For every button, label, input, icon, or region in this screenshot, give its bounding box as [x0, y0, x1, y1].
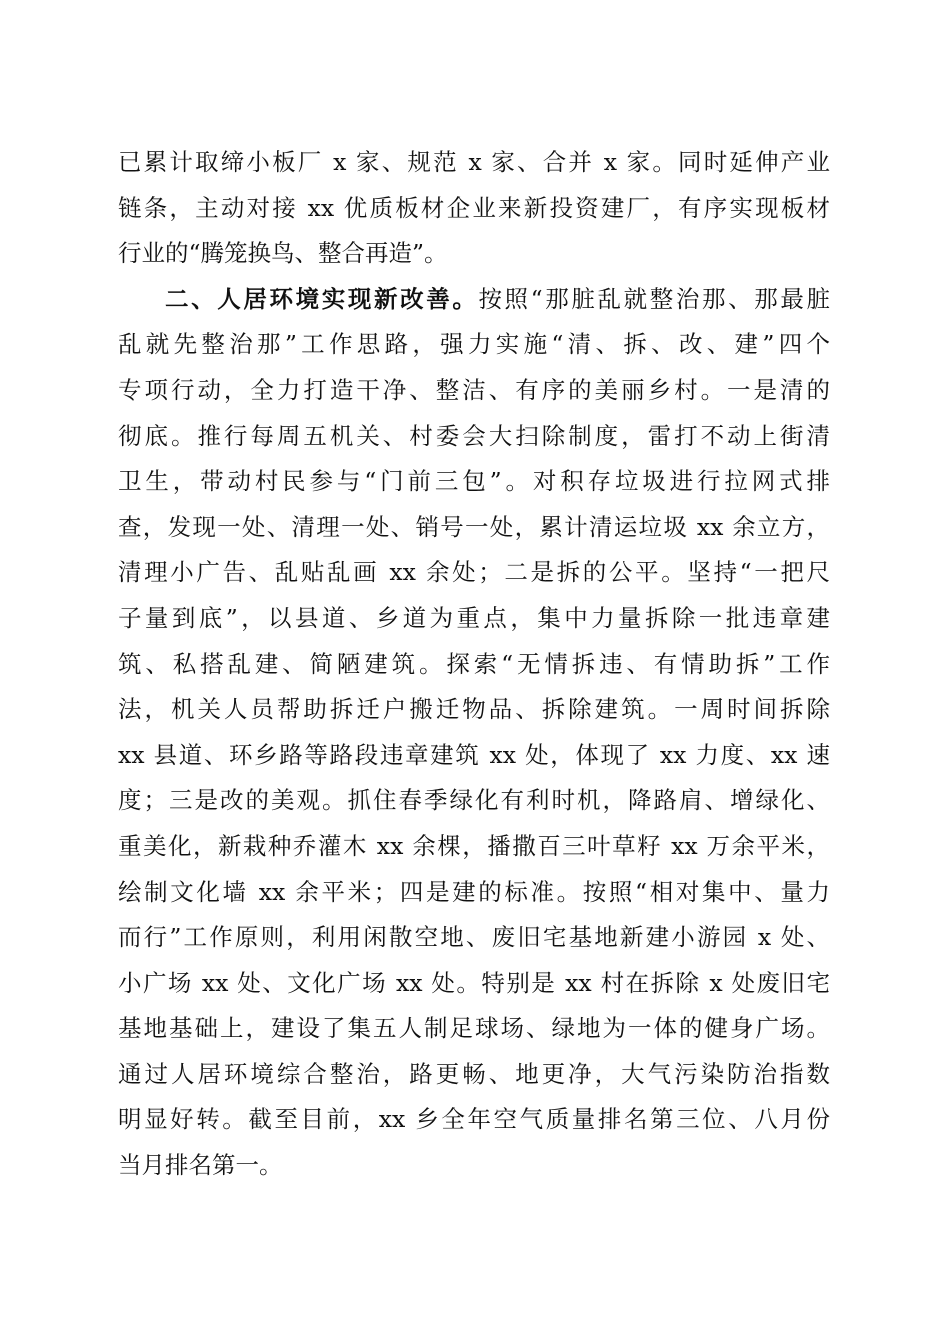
- para2-line-7: 清理小广告、乱贴乱画 xx 余处；二是拆的公平。坚持“一把尺: [118, 558, 830, 587]
- para2-line-12: 度；三是改的美观。抓住春季绿化有利时机，降路肩、增绿化、: [118, 786, 830, 815]
- para2-line-11: xx 县道、环乡路等路段违章建筑 xx 处，体现了 xx 力度、xx 速: [118, 740, 830, 769]
- para1-line-3: 行业的“腾笼换鸟、整合再造”。: [118, 239, 448, 268]
- para2-line-19: 明显好转。截至目前，xx 乡全年空气质量排名第三位、八月份: [118, 1105, 830, 1134]
- para2-line-1-rest: 按照“那脏乱就整治那、那最脏: [478, 284, 831, 313]
- para2-line-16: 小广场 xx 处、文化广场 xx 处。特别是 xx 村在拆除 x 处废旧宅: [118, 968, 830, 997]
- para2-line-8: 子量到底”，以县道、乡道为重点，集中力量拆除一批违章建: [118, 603, 830, 632]
- para2-line-17: 基地基础上，建设了集五人制足球场、绿地为一体的健身广场。: [118, 1014, 830, 1043]
- para2-line-15: 而行”工作原则，利用闲散空地、废旧宅基地新建小游园 x 处、: [118, 923, 830, 952]
- para2-line-14: 绘制文化墙 xx 余平米；四是建的标准。按照“相对集中、量力: [118, 877, 830, 906]
- para2-line-9: 筑、私搭乱建、简陋建筑。探索“无情拆违、有情助拆”工作: [118, 649, 830, 678]
- para2-line-20: 当月排名第一。: [118, 1151, 283, 1180]
- para2-line-2: 乱就先整治那”工作思路，强力实施“清、拆、改、建”四个: [118, 330, 830, 359]
- para1-line-2: 链条，主动对接 xx 优质板材企业来新投资建厂，有序实现板材: [118, 193, 830, 222]
- document-body: [118, 140, 830, 1189]
- para2-line-4: 彻底。推行每周五机关、村委会大扫除制度，雷打不动上街清: [118, 421, 830, 450]
- para2-line-13: 重美化，新栽种乔灌木 xx 余棵，播撒百三叶草籽 xx 万余平米，: [118, 831, 830, 860]
- para1-line-1: 已累计取缔小板厂 x 家、规范 x 家、合并 x 家。同时延伸产业: [118, 148, 830, 176]
- para2-line-10: 法，机关人员帮助拆迁户搬迁物品、拆除建筑。一周时间拆除: [118, 695, 830, 724]
- section-heading: 二、人居环境实现新改善。: [165, 284, 479, 313]
- para2-line-6: 查，发现一处、清理一处、销号一处，累计清运垃圾 xx 余立方，: [118, 512, 830, 541]
- para2-line-1: [118, 277, 830, 323]
- para2-line-3: 专项行动，全力打造干净、整洁、有序的美丽乡村。一是清的: [118, 375, 830, 404]
- para2-line-5: 卫生，带动村民参与“门前三包”。对积存垃圾进行拉网式排: [118, 467, 830, 496]
- para2-line-18: 通过人居环境综合整治，路更畅、地更净，大气污染防治指数: [118, 1059, 830, 1088]
